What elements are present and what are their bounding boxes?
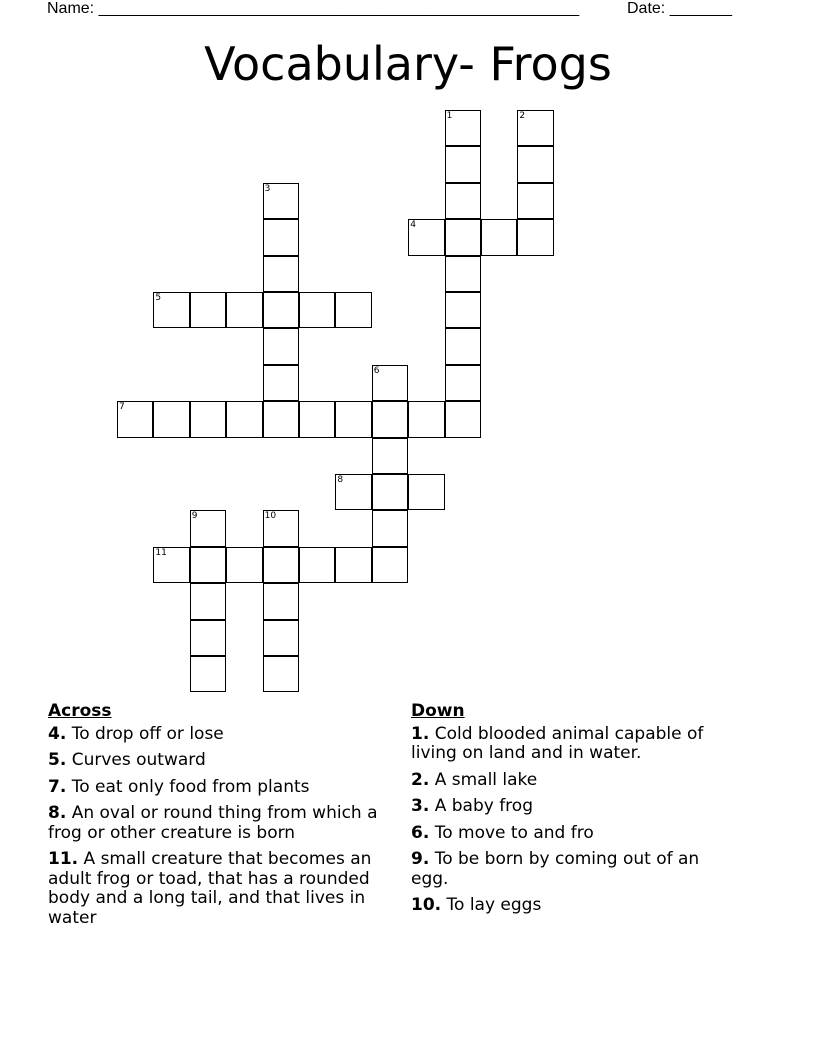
crossword-cell[interactable] <box>445 292 481 328</box>
cell-number: 5 <box>155 293 162 303</box>
clue-text: To eat only food from plants <box>71 776 310 797</box>
crossword-cell[interactable] <box>263 183 299 219</box>
crossword-cell[interactable] <box>299 401 335 437</box>
clue-number: 5. <box>48 750 67 770</box>
crossword-cell[interactable] <box>263 620 299 656</box>
crossword-cell[interactable] <box>263 510 299 546</box>
crossword-cell[interactable] <box>408 474 444 510</box>
clue-number: 4. <box>48 723 67 744</box>
crossword-cell[interactable] <box>190 401 226 437</box>
crossword-cell[interactable] <box>299 292 335 328</box>
page-title: Vocabulary- Frogs <box>204 37 612 91</box>
clue-number: 7. <box>48 776 67 797</box>
clue-across-11 <box>48 850 408 928</box>
crossword-cell[interactable] <box>445 401 481 437</box>
crossword-cell[interactable] <box>117 401 153 437</box>
crossword-cell[interactable] <box>372 474 408 510</box>
clue-down-3 <box>411 797 741 817</box>
clue-across-5 <box>48 751 408 771</box>
clue-across-7 <box>48 778 408 798</box>
crossword-cell[interactable] <box>190 656 226 692</box>
crossword-cell[interactable] <box>226 401 262 437</box>
crossword-cell[interactable] <box>335 401 371 437</box>
date-field-label[interactable]: Date: _______ <box>627 0 732 17</box>
clue-down-10 <box>411 896 741 916</box>
crossword-cell[interactable] <box>263 583 299 619</box>
crossword-cell[interactable] <box>445 146 481 182</box>
clue-number: 3. <box>411 796 430 816</box>
crossword-cell[interactable] <box>263 656 299 692</box>
crossword-cell[interactable] <box>263 219 299 255</box>
crossword-cell[interactable] <box>226 547 262 583</box>
cell-number: 8 <box>337 475 344 485</box>
clue-text: To drop off or lose <box>71 723 224 744</box>
crossword-cell[interactable] <box>263 547 299 583</box>
crossword-cell[interactable] <box>190 547 226 583</box>
cell-number: 1 <box>446 111 453 121</box>
down-clues <box>411 702 741 923</box>
clue-text: To move to and fro <box>434 822 594 843</box>
crossword-cell[interactable] <box>517 219 553 255</box>
crossword-cell[interactable] <box>445 365 481 401</box>
clue-down-6 <box>411 824 741 844</box>
clue-text: A baby frog <box>434 796 533 816</box>
clue-number: 8. <box>48 803 67 823</box>
cell-number: 4 <box>410 220 416 231</box>
crossword-cell[interactable] <box>190 292 226 328</box>
cell-number: 3 <box>264 183 271 194</box>
clue-number: 9. <box>411 849 430 869</box>
clue-down-2 <box>411 771 741 791</box>
across-heading: Across <box>48 701 112 721</box>
clue-text: To be born by coming out of an egg. <box>411 849 700 889</box>
crossword-cell[interactable] <box>445 256 481 292</box>
clue-down-1 <box>411 725 741 764</box>
crossword-cell[interactable] <box>372 438 408 474</box>
clue-across-8 <box>48 804 408 843</box>
crossword-cell[interactable] <box>190 620 226 656</box>
crossword-cell[interactable] <box>372 401 408 437</box>
crossword-cell[interactable] <box>372 510 408 546</box>
clue-text: A small lake <box>434 769 538 790</box>
crossword-cell[interactable] <box>226 292 262 328</box>
clue-text: A small creature that becomes an adult frog or toad, that has a rounded body and a long tail, and that lives in water <box>48 849 372 928</box>
cell-number: 9 <box>191 511 198 522</box>
crossword-cell[interactable] <box>445 183 481 219</box>
clue-text: To lay eggs <box>446 895 542 915</box>
crossword-cell[interactable] <box>372 547 408 583</box>
clue-number: 11. <box>48 849 79 869</box>
crossword-cell[interactable] <box>153 292 189 328</box>
clue-number: 6. <box>411 822 430 843</box>
crossword-cell[interactable] <box>445 219 481 255</box>
clue-number: 1. <box>411 723 430 744</box>
crossword-cell[interactable] <box>408 401 444 437</box>
clue-number: 2. <box>411 769 430 790</box>
crossword-cell[interactable] <box>153 401 189 437</box>
cell-number: 11 <box>155 547 167 558</box>
name-field-label[interactable]: Name: ______________________________________________________ <box>47 0 580 17</box>
cell-number: 10 <box>264 511 277 522</box>
cell-number: 6 <box>373 365 380 376</box>
clue-across-4 <box>48 725 408 745</box>
crossword-cell[interactable] <box>335 292 371 328</box>
crossword-cell[interactable] <box>372 365 408 401</box>
crossword-cell[interactable] <box>335 547 371 583</box>
crossword-cell[interactable] <box>445 328 481 364</box>
crossword-cell[interactable] <box>517 146 553 182</box>
crossword-cell[interactable] <box>263 365 299 401</box>
crossword-cell[interactable] <box>153 547 189 583</box>
crossword-cell[interactable] <box>517 110 553 146</box>
crossword-cell[interactable] <box>481 219 517 255</box>
crossword-cell[interactable] <box>335 474 371 510</box>
across-clues <box>48 702 408 935</box>
cell-number: 2 <box>519 111 526 121</box>
clue-text: Cold blooded animal capable of living on land and in water. <box>411 723 704 763</box>
crossword-cell[interactable] <box>299 547 335 583</box>
down-heading: Down <box>411 701 465 721</box>
crossword-cell[interactable] <box>263 292 299 328</box>
crossword-cell[interactable] <box>408 219 444 255</box>
crossword-cell[interactable] <box>263 256 299 292</box>
clue-text: Curves outward <box>71 750 206 770</box>
cell-number: 7 <box>119 402 125 413</box>
clue-number: 10. <box>411 895 442 915</box>
crossword-cell[interactable] <box>190 510 226 546</box>
crossword-cell[interactable] <box>190 583 226 619</box>
crossword-cell[interactable] <box>263 401 299 437</box>
clue-text: An oval or round thing from which a frog or other creature is born <box>48 803 378 843</box>
crossword-cell[interactable] <box>445 110 481 146</box>
crossword-cell[interactable] <box>263 328 299 364</box>
crossword-cell[interactable] <box>517 183 553 219</box>
clue-down-9 <box>411 850 741 889</box>
